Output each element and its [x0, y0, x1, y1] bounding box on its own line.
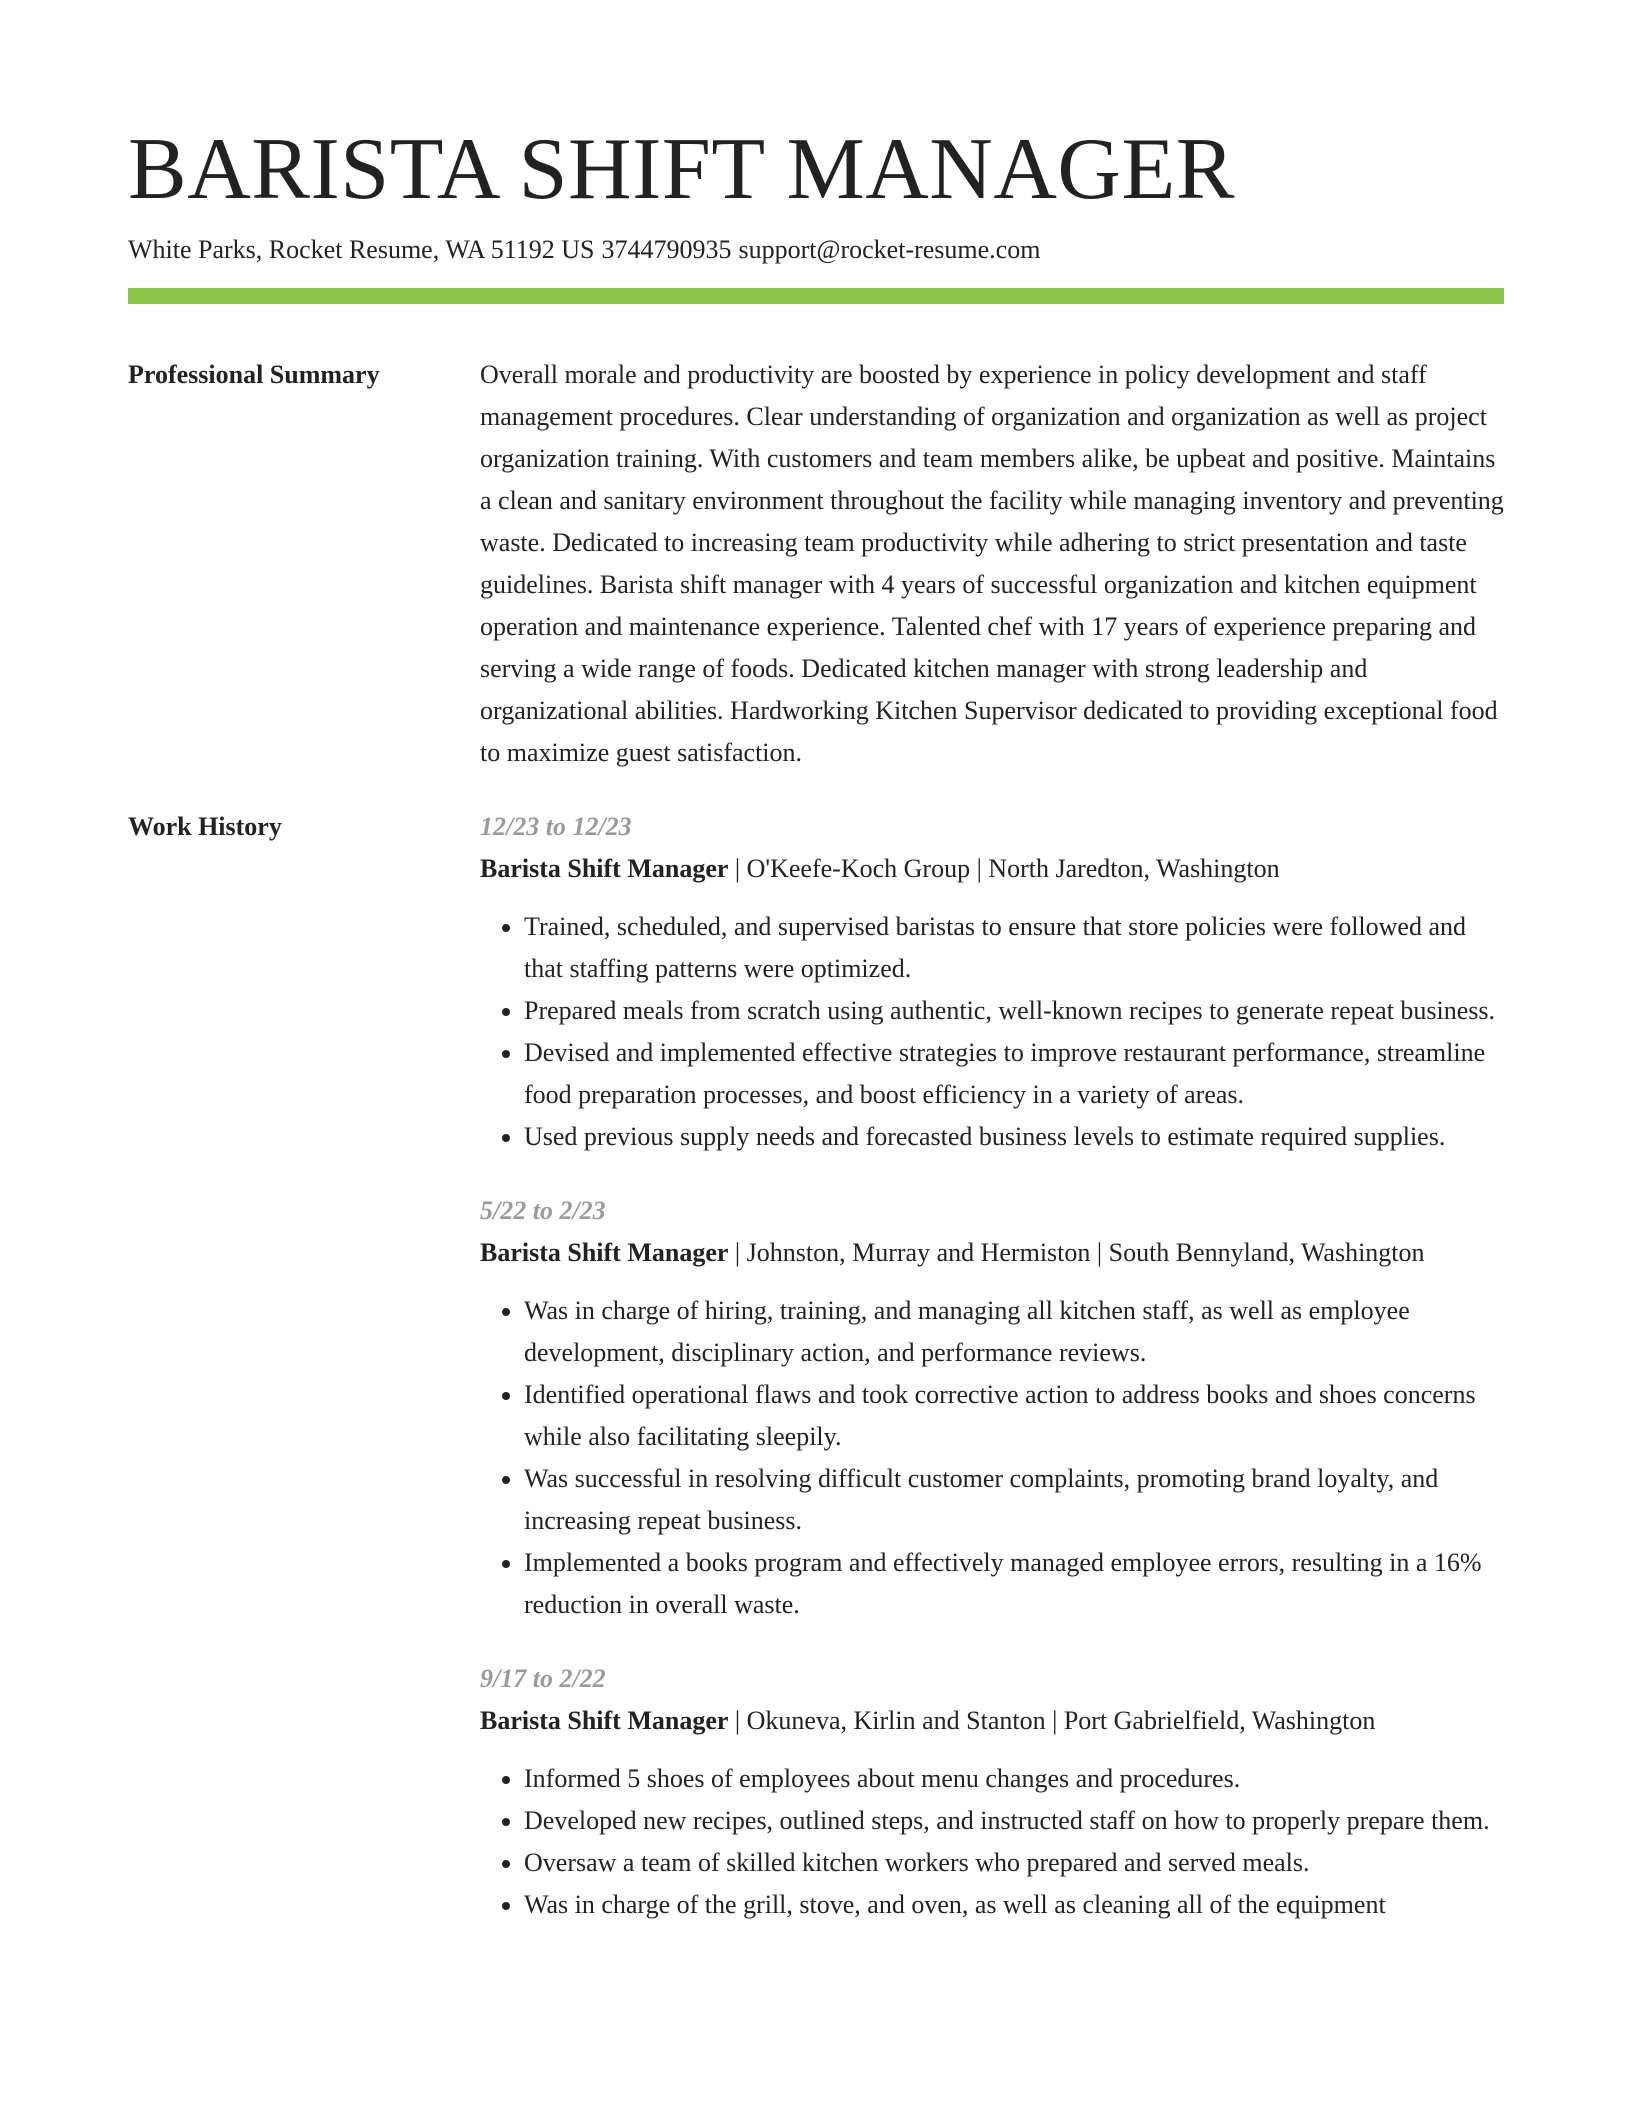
job-separator: |: [728, 1706, 747, 1735]
job-company: Johnston, Murray and Hermiston: [746, 1238, 1091, 1267]
job-bullet: • Used previous supply needs and forecasted business levels to estimate required supplies.: [524, 1116, 1504, 1158]
job-header: [480, 1700, 1504, 1742]
job-entry: [480, 1190, 1504, 1626]
contact-line: [128, 232, 1504, 268]
job-bullets: [480, 906, 1504, 1158]
job-separator: |: [728, 854, 747, 883]
contact-email: support@rocket-resume.com: [738, 235, 1041, 264]
summary-heading: Professional Summary: [128, 360, 380, 389]
resume-page: [128, 120, 1504, 1926]
job-bullet: • Prepared meals from scratch using authentic, well-known recipes to generate repeat business.: [524, 990, 1504, 1032]
job-entry: [480, 1658, 1504, 1926]
job-location: North Jaredton, Washington: [988, 854, 1280, 883]
job-separator: |: [728, 1238, 747, 1267]
work-history-list: [480, 806, 1504, 1926]
job-bullets: [480, 1758, 1504, 1926]
job-bullet: • Was in charge of hiring, training, and managing all kitchen staff, as well as employee development, disciplinary action, and performance reviews.: [524, 1290, 1504, 1374]
job-dates: 9/17 to 2/22: [480, 1664, 606, 1693]
job-title: Barista Shift Manager: [480, 854, 729, 883]
job-bullet: • Oversaw a team of skilled kitchen workers who prepared and served meals.: [524, 1842, 1504, 1884]
summary-section: [128, 354, 1504, 774]
job-dates: 12/23 to 12/23: [480, 812, 632, 841]
summary-text: Overall morale and productivity are boosted by experience in policy development and staff management procedures. Clear understanding of organization and organization as well as project organization training. With customers and team members alike, be upbeat and positive. Maintains a clean and sanitary environment throughout the facility while managing inventory and preventing waste. Dedicated to increasing team productivity while adhering to strict presentation and taste guidelines. Barista shift manager with 4 years of successful organization and kitchen equipment operation and maintenance experience. Talented chef with 17 years of experience preparing and serving a wide range of foods. Dedicated kitchen manager with strong leadership and organizational abilities. Hardworking Kitchen Supervisor dedicated to providing exceptional food to maximize guest satisfaction.: [480, 360, 1504, 767]
job-bullet: • Trained, scheduled, and supervised baristas to ensure that store policies were followed and that staffing patterns were optimized.: [524, 906, 1504, 990]
job-bullets: [480, 1290, 1504, 1626]
work-history-section: [128, 806, 1504, 1926]
resume-title: BARISTA SHIFT MANAGER: [128, 121, 1235, 218]
job-company: O'Keefe-Koch Group: [746, 854, 971, 883]
job-bullet: • Informed 5 shoes of employees about menu changes and procedures.: [524, 1758, 1504, 1800]
job-bullet: • Implemented a books program and effectively managed employee errors, resulting in a 16% reduction in overall waste.: [524, 1542, 1504, 1626]
job-title: Barista Shift Manager: [480, 1238, 729, 1267]
job-separator: |: [1090, 1238, 1109, 1267]
job-company: Okuneva, Kirlin and Stanton: [746, 1706, 1046, 1735]
job-location: South Bennyland, Washington: [1108, 1238, 1425, 1267]
job-header: [480, 848, 1504, 890]
job-bullet: • Was successful in resolving difficult customer complaints, promoting brand loyalty, and increasing repeat business.: [524, 1458, 1504, 1542]
job-entry: [480, 806, 1504, 1158]
contact-phone: 3744790935: [601, 235, 732, 264]
job-title: Barista Shift Manager: [480, 1706, 729, 1735]
job-bullet: • Devised and implemented effective strategies to improve restaurant performance, streamline food preparation processes, and boost efficiency in a variety of areas.: [524, 1032, 1504, 1116]
job-location: Port Gabrielfield, Washington: [1063, 1706, 1376, 1735]
job-separator: |: [1045, 1706, 1064, 1735]
job-header: [480, 1232, 1504, 1274]
job-separator: |: [970, 854, 989, 883]
work-history-heading: Work History: [128, 812, 282, 841]
job-dates: 5/22 to 2/23: [480, 1196, 606, 1225]
contact-address: White Parks, Rocket Resume, WA 51192 US: [128, 235, 595, 264]
job-bullet: • Developed new recipes, outlined steps, and instructed staff on how to properly prepare them.: [524, 1800, 1504, 1842]
header-divider: [128, 288, 1504, 304]
job-bullet: • Identified operational flaws and took corrective action to address books and shoes concerns while also facilitating sleepily.: [524, 1374, 1504, 1458]
job-bullet: • Was in charge of the grill, stove, and oven, as well as cleaning all of the equipment: [524, 1884, 1504, 1926]
